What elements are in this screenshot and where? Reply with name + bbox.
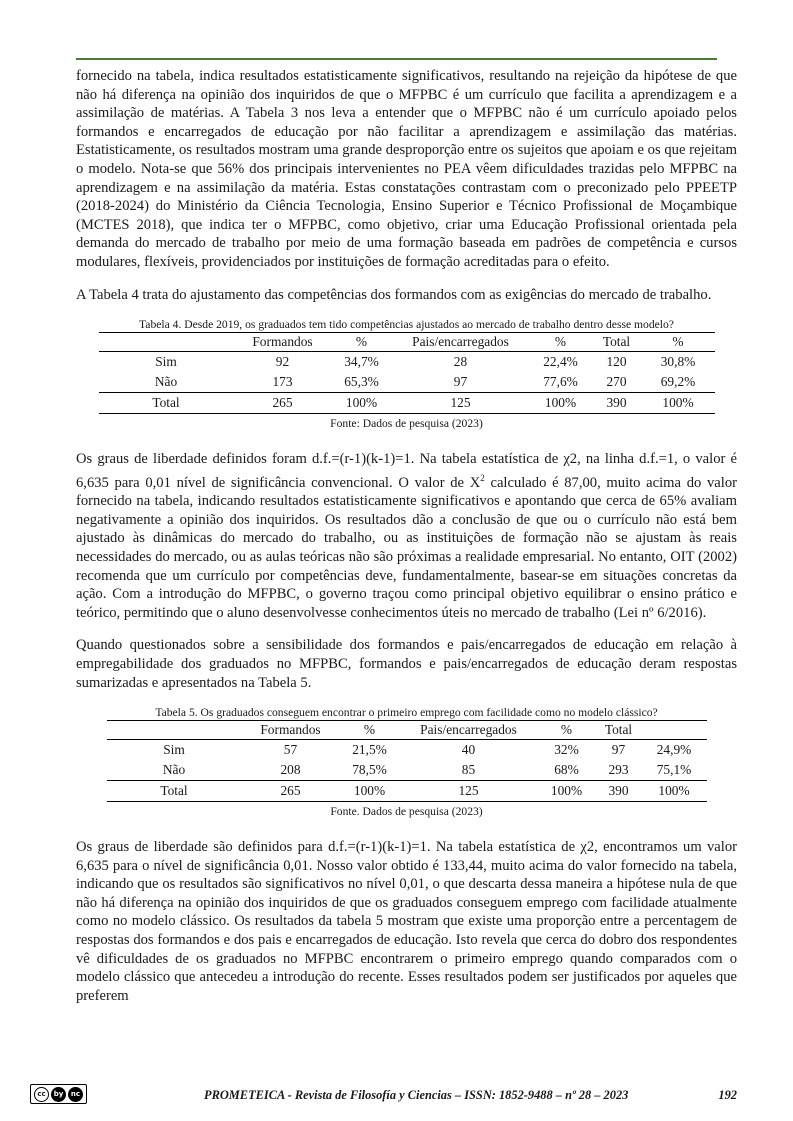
table-cell: 173 bbox=[272, 374, 293, 390]
table-cell: 28 bbox=[453, 354, 468, 370]
table-5-header-cell: Pais/encarregados bbox=[420, 722, 517, 738]
table-4-header-cell: Pais/encarregados bbox=[412, 334, 509, 350]
table-cell: 77,6% bbox=[543, 374, 578, 390]
table-row bbox=[107, 740, 707, 761]
table-cell: Total bbox=[152, 395, 180, 411]
table-5-block bbox=[76, 706, 737, 820]
table-cell: 97 bbox=[453, 374, 468, 390]
paragraph-5: Os graus de liberdade são definidos para d.f.=(r-1)(k-1)=1. Na tabela estatística de χ2, encontramos um valor 6,635 para o nível de significância 0,01. Nosso valor obtido é 133,44, muito acima do valor fornecido na tabela, indicando que os resultados são significativos no nível 0,01, o que descarta dessa maneira a hipótese nula de que não há diferença na opinião dos inquiridos de que os graduados conseguem emprego com facilidade atualmente como no modelo clássico. Os resultados da tabela 5 mostram que existe uma proporção entre a percentagem de respostas dos formandos e dos pais e encarregados de educação. Isto revela que cerca do dobro dos respondentes vê dificuldades de os graduados no MFPBC encontrarem o primeiro emprego quando comparados com o modelo clássico que antecedeu a introdução do recente. Esses resultados podem ser justificados por aqueles que preferem bbox=[76, 839, 737, 1004]
table-cell: 293 bbox=[608, 762, 629, 778]
table-cell: 265 bbox=[272, 395, 293, 411]
table-cell: 120 bbox=[606, 354, 627, 370]
table-cell: 40 bbox=[461, 742, 476, 758]
table-total-row bbox=[99, 393, 715, 414]
table-cell: 21,5% bbox=[352, 742, 387, 758]
table-4-header-row bbox=[99, 333, 715, 352]
table-cell: 100% bbox=[658, 783, 690, 799]
table-cell: 57 bbox=[283, 742, 298, 758]
table-row bbox=[99, 372, 715, 393]
table-4-caption: Tabela 4. Desde 2019, os graduados tem tido competências ajustados ao mercado de trabalho dentro desse modelo? bbox=[139, 318, 674, 332]
table-4-source: Fonte: Dados de pesquisa (2023) bbox=[330, 417, 483, 431]
table-cell: 100% bbox=[544, 395, 577, 411]
table-cell: 78,5% bbox=[352, 762, 387, 778]
paragraph-1: fornecido na tabela, indica resultados estatisticamente significativos, resultando na rejeição da hipótese de que não há diferença na opinião dos inquiridos de que o MFPBC é um currículo que facilita a aprendizagem e a assimilação de matérias. A Tabela 3 nos leva a entender que o MFPBC não é um currículo apoiado pelos formandos e encarregados de educação por não facilitar a aprendizagem e assimilação das matérias. Estatisticamente, os resultados mostram uma grande desproporção entre os sujeitos que apoiam e os que rejeitam o modelo. Nota-se que 56% dos principais intervenientes no PEA vêem dificuldades trazidas pelo MFPBC na aprendizagem e na assimilação da matéria. Estas constatações contrastam com o preconizado pelo PPEETP (2018-2024) do Ministério da Ciência Tecnologia, Ensino Superior e Técnico Profissional de Moçambique (MCTES 2018), que indica ter o MFPBC, como objetivo, criar uma Educação Profissional orientada pela demanda do mercado de trabalho por meio de uma formação baseada em padrões de competência e cursos modulares, flexíveis, providenciados por instituições de formação acreditadas para o efeito. bbox=[76, 68, 737, 270]
table-5-header-cell bbox=[107, 721, 242, 740]
cc-license-badge[interactable] bbox=[30, 1084, 87, 1104]
table-4 bbox=[99, 332, 715, 414]
table-row bbox=[99, 352, 715, 373]
table-cell: 75,1% bbox=[656, 762, 692, 778]
paragraph-3 bbox=[76, 450, 737, 622]
page-number: 192 bbox=[718, 1088, 737, 1102]
table-cell: 100% bbox=[353, 783, 386, 799]
paragraph-4: Quando questionados sobre a sensibilidade dos formandos e pais/encarregados de educação em relação à empregabilidade dos graduados no MFPBC, formandos e pais/encarregados de educação deram respostas sumarizadas e apresentados na Tabela 5. bbox=[76, 637, 737, 691]
table-total-row bbox=[107, 781, 707, 802]
table-5-header-cell: % bbox=[363, 722, 376, 738]
table-cell: 65,3% bbox=[344, 374, 379, 390]
noncommercial-icon: nc bbox=[68, 1087, 83, 1102]
attribution-icon: by bbox=[51, 1087, 66, 1102]
table-4-block bbox=[76, 318, 737, 432]
table-cell: 265 bbox=[280, 783, 301, 799]
table-cell: 208 bbox=[280, 762, 301, 778]
table-cell: 85 bbox=[461, 762, 476, 778]
table-cell: 390 bbox=[608, 783, 629, 799]
table-cell: Não bbox=[162, 762, 186, 778]
table-cell: Sim bbox=[163, 742, 185, 758]
table-4-header-cell: % bbox=[554, 334, 567, 350]
table-5-header-cell: Total bbox=[604, 722, 633, 738]
header-rule bbox=[76, 58, 717, 60]
table-5-header-cell bbox=[642, 721, 707, 740]
paragraph-3-text-b: calculado é 87,00, muito acima do valor fornecido na tabela, indicando resultados estatisticamente significativos e apontando que cerca de 65% avaliam negativamente a opinião dos inquiridos. Os resultados dão a conclusão de que ou o currículo não está bem ajustado às dinâmicas do mercado do trabalho, ou as instituições de formação não se ajustam às reais necessidades do mercado, ou as aulas teóricas não são próximas a realidade empresarial. No entanto, OIT (2002) recomenda que um currículo por competências deve, fundamentalmente, basear-se em situações concretas da ação. Com a introdução do MFPBC, o governo traçou como principal objetivo equilibrar o ensino prático e teórico, permitindo que o aluno desenvolvesse conhecimentos úteis no mercado de trabalho (Lei nº 6/2016). bbox=[76, 474, 737, 621]
table-cell: 69,2% bbox=[660, 374, 696, 390]
page-footer bbox=[30, 1082, 737, 1106]
cc-icon: cc bbox=[34, 1087, 49, 1102]
table-cell: Total bbox=[160, 783, 188, 799]
table-5-source: Fonte. Dados de pesquisa (2023) bbox=[330, 805, 483, 819]
table-cell: Sim bbox=[155, 354, 177, 370]
table-cell: 68% bbox=[554, 762, 579, 778]
table-5 bbox=[107, 720, 707, 802]
table-cell: 22,4% bbox=[543, 354, 578, 370]
table-cell: 92 bbox=[275, 354, 290, 370]
table-4-header-cell: % bbox=[355, 334, 368, 350]
table-cell: 125 bbox=[450, 395, 471, 411]
table-5-header-row bbox=[107, 721, 707, 740]
table-4-header-cell: Total bbox=[602, 334, 631, 350]
table-cell: 32% bbox=[554, 742, 579, 758]
journal-citation: PROMETEICA - Revista de Filosofía y Ciencias – ISSN: 1852-9488 – nº 28 – 2023 bbox=[204, 1088, 629, 1102]
table-cell: 100% bbox=[345, 395, 378, 411]
table-5-caption: Tabela 5. Os graduados conseguem encontrar o primeiro emprego com facilidade como no modelo clássico? bbox=[155, 706, 658, 720]
paragraph-3-text-a: Os graus de liberdade definidos foram d.f.=(r-1)(k-1)=1. Na tabela estatística de χ2, na linha d.f.=1, o valor é 6,635 para 0,01 nível de significância convencional. O valor de X bbox=[76, 451, 737, 491]
table-4-header-cell: Formandos bbox=[252, 334, 313, 350]
table-cell: 97 bbox=[611, 742, 626, 758]
superscript-2: 2 bbox=[480, 472, 485, 483]
table-cell: 24,9% bbox=[656, 742, 692, 758]
table-cell: 100% bbox=[550, 783, 583, 799]
page-content bbox=[76, 67, 737, 1005]
table-cell: 125 bbox=[458, 783, 479, 799]
table-row bbox=[107, 760, 707, 781]
table-cell: 100% bbox=[662, 395, 694, 411]
table-4-header-cell: % bbox=[672, 334, 684, 350]
table-cell: 30,8% bbox=[660, 354, 696, 370]
table-4-header-cell bbox=[99, 333, 234, 352]
table-5-header-cell: Formandos bbox=[260, 722, 321, 738]
table-cell: 390 bbox=[606, 395, 627, 411]
table-cell: 34,7% bbox=[344, 354, 379, 370]
table-cell: Não bbox=[154, 374, 178, 390]
table-5-header-cell: % bbox=[560, 722, 573, 738]
table-cell: 270 bbox=[606, 374, 627, 390]
paragraph-2: A Tabela 4 trata do ajustamento das competências dos formandos com as exigências do mercado de trabalho. bbox=[76, 286, 712, 303]
